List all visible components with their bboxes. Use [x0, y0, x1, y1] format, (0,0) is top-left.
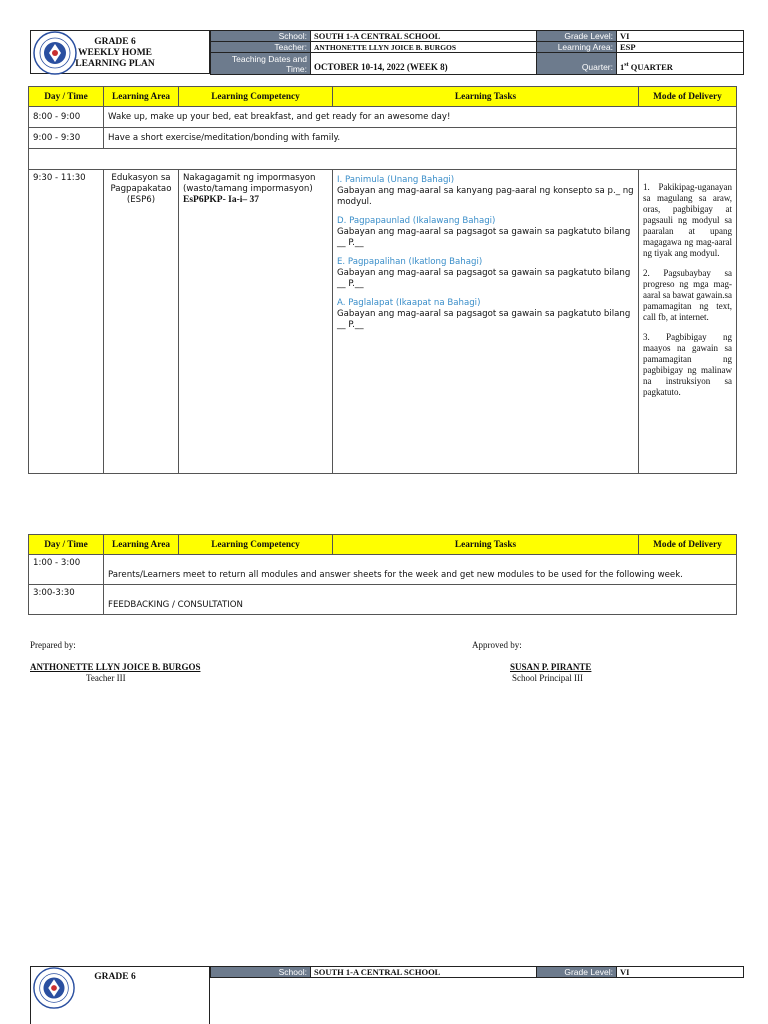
grade-level-label: Grade Level:	[537, 31, 617, 42]
grade-level-value: VI	[617, 967, 744, 978]
area-line-1: Edukasyon sa	[111, 173, 171, 183]
prepared-by-title: Teacher III	[86, 673, 126, 683]
col-learning-area: Learning Area	[104, 87, 179, 107]
col-day-time: Day / Time	[29, 87, 104, 107]
header-info-table	[210, 30, 744, 75]
school-value: SOUTH 1-A CENTRAL SCHOOL	[311, 31, 537, 42]
teacher-label: Teacher:	[211, 42, 311, 53]
grade-level-label: Grade Level:	[537, 967, 617, 978]
activity-cell: FEEDBACKING / CONSULTATION	[104, 585, 737, 615]
time-cell: 9:30 - 11:30	[29, 170, 104, 474]
learning-area-value: ESP	[617, 42, 744, 53]
afternoon-plan-table	[28, 534, 737, 615]
teaching-dates-label-2: Time:	[286, 63, 307, 74]
title-line-2: WEEKLY HOME	[78, 48, 152, 58]
col-mode-of-delivery: Mode of Delivery	[639, 87, 737, 107]
activity-cell: Wake up, make up your bed, eat breakfast, and get ready for an awesome day!	[104, 107, 737, 128]
quarter-number: 1	[620, 62, 625, 72]
col-learning-competency: Learning Competency	[179, 87, 333, 107]
approved-by-label: Approved by:	[472, 640, 522, 650]
area-line-3: (ESP6)	[126, 195, 156, 205]
quarter-value	[617, 53, 744, 75]
teaching-dates-label-1: Teaching Dates and	[231, 53, 307, 64]
table-row	[29, 128, 737, 149]
competency-code: EsP6PKP- Ia-i– 37	[183, 195, 259, 205]
table-row	[29, 585, 737, 615]
time-cell: 8:00 - 9:00	[29, 107, 104, 128]
mode-item: 3. Pagbibigay ng maayos na gawain sa pamamagitan ng pagbibigay ng malinaw na instruksiyon sa pagkatuto.	[643, 332, 732, 397]
spacer-row	[29, 149, 737, 170]
quarter-suffix: st	[624, 62, 629, 69]
plan-title	[70, 37, 160, 70]
next-page-header-table	[210, 966, 744, 978]
col-mode-of-delivery: Mode of Delivery	[639, 535, 737, 555]
task-text: Gabayan ang mag-aaral sa pagsagot sa gawain sa pagkatuto bilang __ P.__	[337, 309, 631, 330]
time-cell: 9:00 - 9:30	[29, 128, 104, 149]
tasks-cell	[333, 170, 639, 474]
col-learning-tasks: Learning Tasks	[333, 535, 639, 555]
table-row	[29, 107, 737, 128]
title-line-3: LEARNING PLAN	[75, 59, 155, 69]
table-row	[29, 170, 737, 474]
task-text: Gabayan ang mag-aaral sa kanyang pag-aaral ng konsepto sa p._ ng modyul.	[337, 186, 634, 207]
task-item	[337, 257, 634, 290]
competency-cell	[179, 170, 333, 474]
task-phase: D. Pagpapaunlad (Ikalawang Bahagi)	[337, 216, 496, 226]
activity-cell: Parents/Learners meet to return all modules and answer sheets for the week and get new modules to be used for the following week.	[104, 555, 737, 585]
approved-by-title: School Principal III	[512, 673, 583, 683]
approved-by-name: SUSAN P. PIRANTE	[510, 662, 592, 672]
task-item	[337, 175, 634, 208]
empty-cell	[29, 149, 737, 170]
grade-level-value: VI	[617, 31, 744, 42]
prepared-by-name: ANTHONETTE LLYN JOICE B. BURGOS	[30, 662, 201, 672]
teacher-value: ANTHONETTE LLYN JOICE B. BURGOS	[311, 42, 537, 53]
time-cell: 1:00 - 3:00	[29, 555, 104, 585]
school-value: SOUTH 1-A CENTRAL SCHOOL	[311, 967, 537, 978]
quarter-label: Quarter:	[537, 53, 617, 75]
col-learning-area: Learning Area	[104, 535, 179, 555]
teaching-dates-label	[211, 53, 311, 75]
table-row	[29, 555, 737, 585]
task-text: Gabayan ang mag-aaral sa pagsagot sa gawain sa pagkatuto bilang __ P.__	[337, 268, 631, 289]
prepared-by-label: Prepared by:	[30, 640, 76, 650]
title-line-1: GRADE 6	[94, 37, 136, 47]
task-phase: A. Paglalapat (Ikaapat na Bahagi)	[337, 298, 481, 308]
school-label: School:	[211, 967, 311, 978]
quarter-word: QUARTER	[628, 62, 673, 72]
activity-cell: Have a short exercise/meditation/bonding with family.	[104, 128, 737, 149]
next-page-title: GRADE 6	[94, 972, 136, 982]
area-line-2: Pagpapakatao	[110, 184, 172, 194]
teaching-dates-value: OCTOBER 10-14, 2022 (WEEK 8)	[311, 53, 537, 75]
task-phase: I. Panimula (Unang Bahagi)	[337, 175, 455, 185]
school-label: School:	[211, 31, 311, 42]
col-learning-tasks: Learning Tasks	[333, 87, 639, 107]
col-day-time: Day / Time	[29, 535, 104, 555]
competency-text: Nakagagamit ng impormasyon (wasto/tamang impormasyon)	[183, 173, 316, 194]
col-learning-competency: Learning Competency	[179, 535, 333, 555]
mode-item: 2. Pagsubaybay sa progreso ng mga mag-aaral sa bawat gawain.sa pamamagitan ng text, call fb, at internet.	[643, 268, 732, 322]
morning-plan-table	[28, 86, 737, 474]
task-text: Gabayan ang mag-aaral sa pagsagot sa gawain sa pagkatuto bilang __ P.__	[337, 227, 631, 248]
mode-of-delivery-cell	[639, 170, 737, 474]
learning-area-label: Learning Area:	[537, 42, 617, 53]
time-cell: 3:00-3:30	[29, 585, 104, 615]
learning-area-cell	[104, 170, 179, 474]
task-phase: E. Pagpapalihan (Ikatlong Bahagi)	[337, 257, 483, 267]
task-item	[337, 298, 634, 331]
task-item	[337, 216, 634, 249]
mode-item: 1. Pakikipag-uganayan sa magulang sa araw, oras, pagbibigay at pagsauli ng modyul sa paaralan at upang magagawa ng mag-aaral ng tiyak ang modyul.	[643, 182, 732, 258]
